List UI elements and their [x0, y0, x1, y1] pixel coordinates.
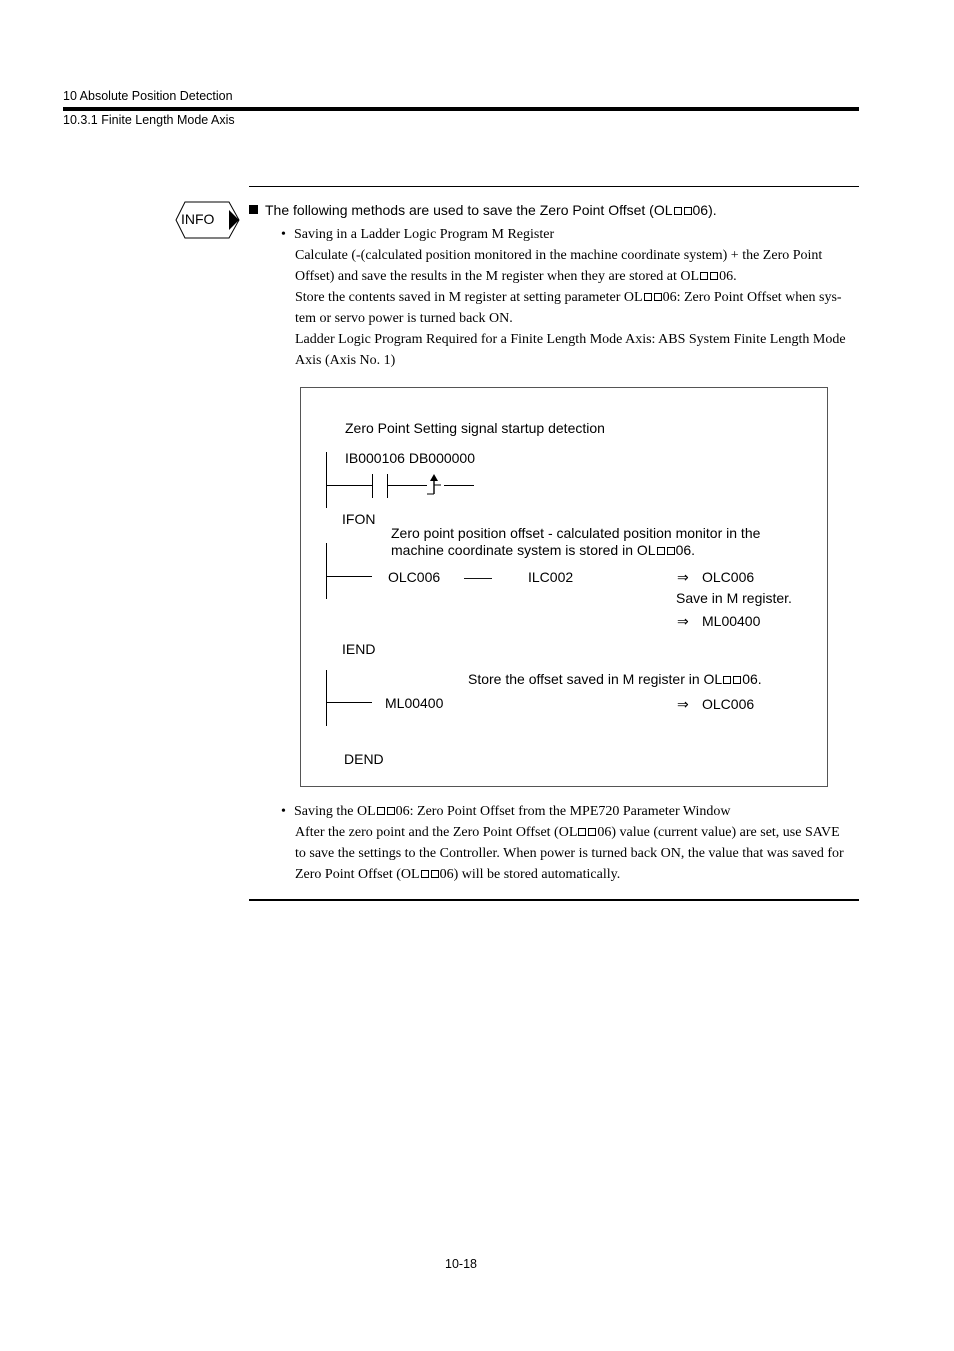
bullet-dot-icon: •: [281, 804, 286, 819]
placeholder-box-icon: [377, 807, 385, 815]
square-bullet-icon: [249, 205, 258, 214]
rung-wire: [326, 576, 372, 577]
placeholder-box-icon: [684, 207, 692, 215]
placeholder-box-icon: [644, 293, 652, 301]
ifon-label: IFON: [342, 511, 376, 527]
bullet1-p1-line2: Offset) and save the results in the M register when they are stored at OL 06.: [295, 269, 737, 284]
info-bottom-rule: [249, 899, 859, 901]
contact-left-bar: [372, 474, 373, 498]
diagram-contacts-label: IB000106 DB000000: [345, 450, 475, 466]
expr-operand-a: OLC006: [388, 569, 441, 585]
placeholder-box-icon: [421, 870, 429, 878]
info-top-rule: [249, 186, 859, 187]
rung-wire: [326, 485, 372, 486]
save-note: Save in M register.: [676, 590, 792, 606]
iend-label: IEND: [342, 641, 376, 657]
placeholder-box-icon: [674, 207, 682, 215]
expr-dest-1: OLC006: [702, 569, 755, 585]
power-rail: [326, 543, 327, 599]
chapter-title: 10 Absolute Position Detection: [63, 89, 233, 103]
placeholder-box-icon: [667, 547, 675, 555]
dend-label: DEND: [344, 751, 384, 767]
placeholder-box-icon: [588, 828, 596, 836]
info-icon: [175, 201, 241, 239]
bullet2-line2: to save the settings to the Controller. When power is turned back ON, the value that was saved for: [295, 846, 844, 861]
store-arrow-icon: ⇒: [677, 696, 689, 712]
bullet1-p1-line1: Calculate (-(calculated position monitored in the machine coordinate system) + the Zero Point: [295, 248, 823, 263]
ladder-diagram: [300, 387, 828, 787]
placeholder-box-icon: [710, 272, 718, 280]
placeholder-box-icon: [733, 676, 741, 684]
rung-wire: [387, 485, 427, 486]
power-rail: [326, 670, 327, 726]
bullet2-line3: Zero Point Offset (OL 06) will be stored automatically.: [295, 867, 621, 882]
bullet1-title: Saving in a Ladder Logic Program M Register: [294, 227, 555, 242]
diagram-comment-restore: Store the offset saved in M register in OL 06.: [468, 671, 762, 687]
store-arrow-icon: ⇒: [677, 613, 689, 629]
header-rule: [63, 107, 859, 111]
section-title: 10.3.1 Finite Length Mode Axis: [63, 113, 235, 127]
expr-operand-b: ILC002: [528, 569, 574, 585]
diagram-comment-offset-line2: machine coordinate system is stored in OL 06.: [391, 542, 696, 558]
contact-right-bar: [387, 474, 388, 498]
expr-dest-3: OLC006: [702, 696, 755, 712]
diagram-comment-offset-line1: Zero point position offset - calculated position monitor in the: [391, 525, 761, 541]
bullet-dot-icon: •: [281, 227, 286, 242]
source-register: ML00400: [385, 695, 444, 711]
expr-dest-2: ML00400: [702, 613, 761, 629]
bullet1-p2-line2: tem or servo power is turned back ON.: [295, 311, 513, 326]
bullet2-title: Saving the OL 06: Zero Point Offset from the MPE720 Parameter Window: [294, 804, 731, 819]
rising-edge-icon: [427, 472, 441, 498]
rung-wire: [326, 702, 372, 703]
placeholder-box-icon: [431, 870, 439, 878]
placeholder-box-icon: [387, 807, 395, 815]
placeholder-box-icon: [723, 676, 731, 684]
placeholder-box-icon: [578, 828, 586, 836]
rung-wire: [444, 485, 474, 486]
bullet2-line1: After the zero point and the Zero Point Offset (OL 06) value (current value) are set, use SAVE: [295, 825, 840, 840]
page-number: 10-18: [445, 1257, 477, 1271]
info-icon-label: INFO: [181, 211, 215, 227]
diagram-comment-startup: Zero Point Setting signal startup detection: [345, 420, 605, 436]
bullet1-p3-line2: Axis (Axis No. 1): [295, 353, 396, 368]
placeholder-box-icon: [700, 272, 708, 280]
placeholder-box-icon: [657, 547, 665, 555]
power-rail: [326, 452, 327, 508]
placeholder-box-icon: [654, 293, 662, 301]
bullet1-p3-line1: Ladder Logic Program Required for a Finite Length Mode Axis: ABS System Finite Length Mode: [295, 332, 846, 347]
expr-minus: ——: [464, 569, 492, 585]
info-lead: The following methods are used to save the Zero Point Offset (OL 06).: [249, 202, 717, 218]
bullet1-p2-line1: Store the contents saved in M register at setting parameter OL 06: Zero Point Offset when sys-: [295, 290, 842, 305]
store-arrow-icon: ⇒: [677, 569, 689, 585]
